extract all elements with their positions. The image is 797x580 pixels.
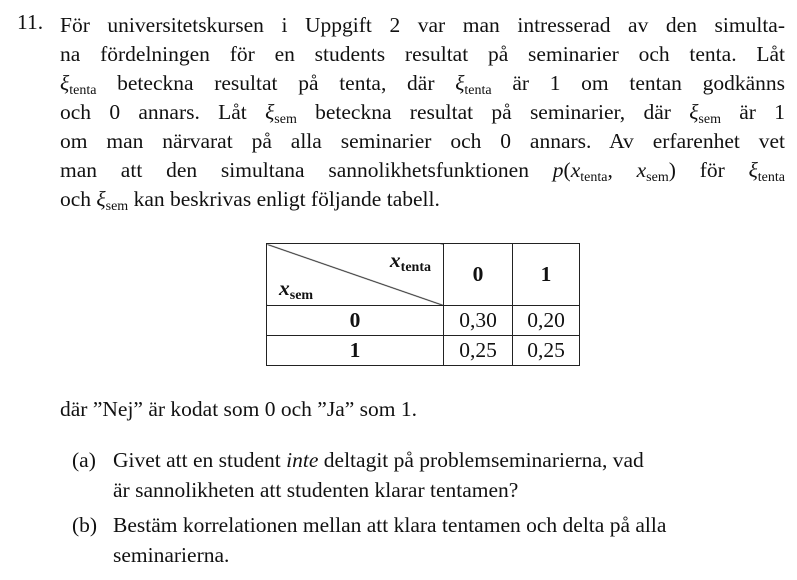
math-variable [96,187,129,214]
math-symbol: ξ [96,187,106,211]
row-header: 0 [267,306,444,336]
question-b-label: (b) [72,513,98,537]
math-symbol: ξ [265,100,275,124]
math-symbol: p [552,158,564,182]
math-subscript: sem [698,112,721,127]
question-a-text: deltagit på problemseminarierna, vad [318,448,644,472]
column-header: 0 [444,244,513,306]
paragraph-text: man att den simultana sannolikhetsfunktionen [60,158,553,182]
math-variable [689,100,721,127]
math-symbol: ξ [689,100,699,124]
paragraph-text: beteckna resultat på seminarier, där [296,100,690,124]
paragraph-line [60,69,785,97]
paragraph-line [60,185,785,213]
math-symbol: x [570,158,581,182]
paragraph-line [60,40,785,68]
paragraph-text: na fördelningen för en students resultat på seminarier och tenta. Låt [60,42,785,66]
paragraph-text: och 0 annars. Låt [60,100,266,124]
math-subscript: tenta [580,170,608,185]
math-subscript: tenta [757,170,785,185]
paragraph-text: beteckna resultat på tenta, där [96,71,456,95]
math-subscript: tenta [464,83,492,98]
question-a-line2: är sannolikheten att studenten klarar tentamen? [113,478,519,502]
paragraph-line [60,98,785,126]
row-variable-subscript: sem [289,288,314,303]
paragraph-text: ( [563,158,571,182]
question-b-line2: seminarierna. [113,543,230,567]
paragraph-text: , [607,158,637,182]
table-cell: 0,20 [513,306,580,336]
paragraph-text: är 1 om tentan godkänns [491,71,785,95]
question-a-text: Givet att en student [113,448,287,472]
math-symbol: ξ [60,71,70,95]
column-variable [390,248,431,273]
math-subscript: sem [105,199,129,214]
math-variable [570,158,608,185]
math-subscript: sem [274,112,297,127]
table-row [267,336,580,366]
math-subscript: sem [646,170,669,185]
problem-number: 11. [17,10,44,34]
math-variable [455,71,492,98]
table-cell: 0,25 [444,336,513,366]
row-header: 1 [267,336,444,366]
paragraph-text: kan beskrivas enligt följande tabell. [128,187,440,211]
math-symbol: ξ [748,158,758,182]
paragraph-line [60,156,785,184]
question-a-label: (a) [72,448,96,472]
paragraph-line [60,127,785,155]
column-variable-symbol: x [389,248,401,272]
column-header: 1 [513,244,580,306]
math-symbol: x [636,158,647,182]
table-corner-header [267,244,444,306]
column-variable-subscript: tenta [400,260,431,275]
paragraph-text: och [60,187,97,211]
paragraph-text: ) för [668,158,749,182]
table-cell: 0,30 [444,306,513,336]
math-variable [636,158,669,185]
paragraph-text: För universitetskursen i Uppgift 2 var man intresserad av den simulta- [60,13,785,37]
paragraph-line [60,11,785,39]
math-variable [553,158,564,182]
math-subscript: tenta [69,83,97,98]
paragraph-text: om man närvarat på alla seminarier och 0 annars. Av erfarenhet vet [60,129,785,153]
math-variable [748,158,785,185]
joint-probability-table [266,243,580,366]
question-a-emphasis: inte [286,448,319,472]
math-variable [265,100,297,127]
paragraph-text: är 1 [720,100,785,124]
question-a-line1 [113,446,644,474]
coding-note: där ”Nej” är kodat som 0 och ”Ja” som 1. [60,397,418,421]
math-variable [60,71,97,98]
math-symbol: ξ [455,71,465,95]
table-cell: 0,25 [513,336,580,366]
row-variable-symbol: x [279,276,290,300]
row-variable [279,276,313,301]
question-b-line1: Bestäm korrelationen mellan att klara tentamen och delta på alla [113,513,667,537]
table-row [267,306,580,336]
